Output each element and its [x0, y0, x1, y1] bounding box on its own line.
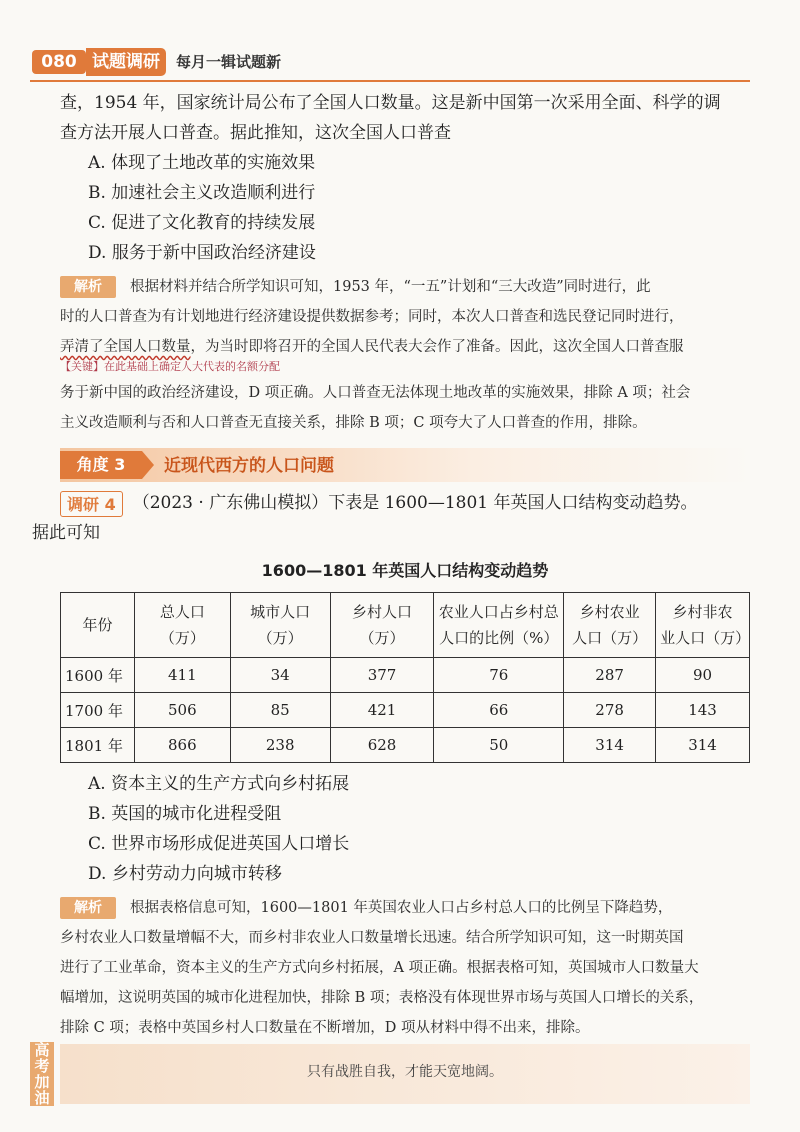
table-cell: 238: [230, 728, 330, 763]
analysis-1-line-1: [60, 272, 750, 302]
header-agri-ratio: 农业人口占乡村总 人口的比例（%）: [434, 593, 564, 658]
table-header-row: [61, 593, 750, 658]
analysis-label: 解析: [60, 276, 116, 298]
table-title: 1600—1801 年英国人口结构变动趋势: [261, 561, 549, 580]
header-rural: 乡村人口 （万）: [330, 593, 434, 658]
analysis-2-line-5: 排除 C 项；表格中英国乡村人口数量在不断增加，D 项从材料中得不出来，排除。: [60, 1020, 590, 1036]
option-c: C. 世界市场形成促进英国人口增长: [88, 834, 350, 854]
footer-banner-line-2: 加油: [34, 1073, 50, 1107]
table-cell: 66: [434, 693, 564, 728]
table-cell: 866: [134, 728, 230, 763]
question4-line-2: 据此可知: [32, 523, 100, 543]
header-rule: [30, 80, 750, 82]
table-cell: 76: [434, 658, 564, 693]
table-cell: 278: [564, 693, 656, 728]
angle-arrow-icon: [142, 451, 154, 479]
header-rural-nonagri: 乡村非农 业人口（万）: [656, 593, 750, 658]
question4-text: （2023 · 广东佛山模拟）下表是 1600—1801 年英国人口结构变动趋势。: [132, 493, 698, 513]
option-b: B. 英国的城市化进程受阻: [88, 804, 282, 824]
table-cell: 85: [230, 693, 330, 728]
table-cell: 143: [656, 693, 750, 728]
analysis-1-line-5: 主义改造顺利与否和人口普查无直接关系，排除 B 项；C 项夸大了人口普查的作用，排除。: [60, 415, 647, 431]
header-rural-agri: 乡村农业 人口（万）: [564, 593, 656, 658]
header-urban: 城市人口 （万）: [230, 593, 330, 658]
analysis-label: 解析: [60, 897, 116, 919]
question4-line-1: [60, 488, 750, 518]
section-tag: 试题调研: [86, 48, 166, 76]
table-cell: 506: [134, 693, 230, 728]
question4-options: [60, 769, 750, 889]
table-cell: 287: [564, 658, 656, 693]
table-cell: 1801 年: [61, 728, 135, 763]
table-cell: 50: [434, 728, 564, 763]
handwritten-note: 【关键】在此基础上确定人大代表的名额分配: [60, 360, 280, 373]
table-cell: 628: [330, 728, 434, 763]
header-total: 总人口 （万）: [134, 593, 230, 658]
table-cell: 421: [330, 693, 434, 728]
analysis-1-text-3: ，为当时即将召开的全国人民代表大会作了准备。因此，这次全国人口普查服: [190, 339, 684, 355]
option-c: C. 促进了文化教育的持续发展: [88, 213, 316, 233]
research-tag: 调研 4: [60, 491, 123, 517]
analysis-2-line-3: 进行了工业革命，资本主义的生产方式向乡村拓展，A 项正确。根据表格可知，英国城市人口数量大: [60, 960, 699, 976]
footer-motto-strip: [60, 1044, 750, 1104]
analysis-1: [60, 272, 750, 438]
analysis-1-text-1: 根据材料并结合所学知识可知，1953 年，“一五”计划和“三大改造”同时进行，此: [130, 279, 651, 295]
header-slogan: 每月一辑试题新: [176, 53, 282, 71]
question3-options: [60, 148, 750, 268]
analysis-2: [60, 893, 750, 1043]
analysis-1-line-4: 务于新中国的政治经济建设，D 项正确。人口普查无法体现土地改革的实施效果，排除 A 项；社会: [60, 385, 691, 401]
option-d: D. 乡村劳动力向城市转移: [88, 864, 282, 884]
intro-line-2: 查方法开展人口普查。据此推知，这次全国人口普查: [60, 123, 451, 143]
analysis-2-text-1: 根据表格信息可知，1600—1801 年英国农业人口占乡村总人口的比例呈下降趋势，: [130, 900, 673, 916]
population-table: [60, 592, 750, 763]
table-cell: 314: [656, 728, 750, 763]
table-cell: 411: [134, 658, 230, 693]
analysis-2-line-4: 幅增加，这说明英国的城市化进程加快，排除 B 项；表格没有体现世界市场与英国人口增长的关系，: [60, 990, 704, 1006]
table-row: [61, 658, 750, 693]
analysis-2-line-2: 乡村农业人口数量增幅不大，而乡村非农业人口数量增长迅速。结合所学知识可知，这一时期英国: [60, 930, 684, 946]
option-b: B. 加速社会主义改造顺利进行: [88, 183, 316, 203]
table-row: [61, 728, 750, 763]
angle-tag: 角度 3: [60, 451, 142, 479]
footer-motto: 只有战胜自我，才能天宽地阔。: [307, 1064, 503, 1080]
intro-line-1: 查，1954 年，国家统计局公布了全国人口数量。这是新中国第一次采用全面、科学的调: [60, 93, 721, 113]
table-row: [61, 693, 750, 728]
table-cell: 1700 年: [61, 693, 135, 728]
angle-heading: [60, 448, 750, 482]
page-content: [32, 88, 751, 1043]
underlined-key-phrase: 弄清了全国人口数量: [60, 339, 191, 355]
table-cell: 377: [330, 658, 434, 693]
angle-title: 近现代西方的人口问题: [164, 456, 334, 476]
option-a: A. 体现了土地改革的实施效果: [88, 153, 316, 173]
footer-banner: [30, 1042, 54, 1106]
table-cell: 1600 年: [61, 658, 135, 693]
analysis-2-line-1: [60, 893, 750, 923]
table-cell: 314: [564, 728, 656, 763]
page-number: 080: [32, 50, 86, 74]
analysis-1-line-2: 时的人口普查为有计划地进行经济建设提供数据参考；同时，本次人口普查和选民登记同时进行，: [60, 309, 684, 325]
table-cell: 34: [230, 658, 330, 693]
table-cell: 90: [656, 658, 750, 693]
option-a: A. 资本主义的生产方式向乡村拓展: [88, 774, 350, 794]
footer-banner-line-1: 高考: [34, 1041, 50, 1075]
header-year: 年份: [61, 593, 135, 658]
option-d: D. 服务于新中国政治经济建设: [88, 243, 316, 263]
page-header: [0, 0, 800, 84]
